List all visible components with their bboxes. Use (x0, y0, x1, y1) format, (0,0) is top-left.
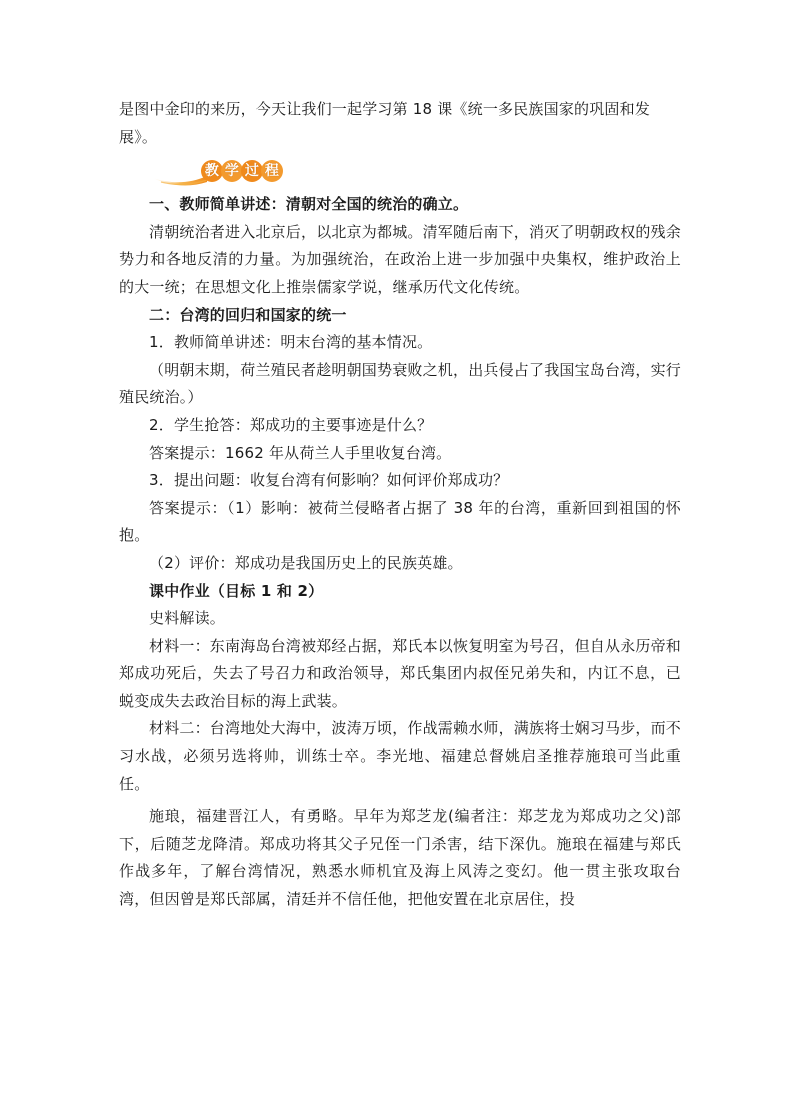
badge-char: 过 (241, 160, 263, 182)
heading-1: 一、教师简单讲述：清朝对全国的统治的确立。 (149, 195, 469, 214)
item-3-evaluation: （2）评价：郑成功是我国历史上的民族英雄。 (149, 553, 463, 572)
item-3-answer: 答案提示：（1）影响：被荷兰侵略者占据了 38 年的台湾，重新回到祖国的怀抱。 (119, 498, 681, 545)
item-3: 3．提出问题：收复台湾有何影响？如何评价郑成功？ (149, 471, 509, 490)
item-2: 2．学生抢答：郑成功的主要事迹是什么？ (149, 415, 433, 434)
item-1: 1．教师简单讲述：明末台湾的基本情况。 (149, 333, 433, 352)
homework-intro: 史料解读。 (149, 609, 226, 628)
teaching-process-badge (151, 158, 299, 188)
badge-char: 程 (261, 160, 283, 182)
item-1-note: （明朝末期，荷兰殖民者趁明朝国势衰败之机，出兵侵占了我国宝岛台湾，实行殖民统治。） (119, 360, 682, 407)
badge-char: 教 (201, 160, 223, 182)
teaching-process-badge-row (119, 151, 681, 191)
item-2-answer: 答案提示：1662 年从荷兰人手里收复台湾。 (149, 443, 452, 462)
intro-line-1: 是图中金印的来历，今天让我们一起学习第 18 课《统一多民族国家的巩固和发 (119, 100, 651, 118)
homework-heading: 课中作业（目标 1 和 2） (149, 581, 324, 600)
material-2: 材料二：台湾地处大海中，波涛万顷，作战需赖水师，满族将士娴习马步，而不习水战，必须另选将帅，训练士卒。李光地、福建总督姚启圣推荐施琅可当此重任。 (119, 719, 682, 793)
intro-line-2: 展》。 (119, 127, 158, 146)
shilang-paragraph: 施琅，福建晋江人，有勇略。早年为郑芝龙(编者注：郑芝龙为郑成功之父)部下，后随芝龙降清。郑成功将其父子兄侄一门杀害，结下深仇。施琅在福建与郑氏作战多年，了解台湾情况，熟悉水师机宜及海上风涛之变幻。他一贯主张攻取台湾，但因曾是郑氏部属，清廷并不信任他，把他安置在北京居住，投 (119, 807, 681, 909)
heading-2: 二：台湾的回归和国家的统一 (149, 305, 347, 324)
paragraph-1: 清朝统治者进入北京后，以北京为都城。清军随后南下，消灭了明朝政权的残余势力和各地反清的力量。为加强统治，在政治上进一步加强中央集权，维护政治上的大一统；在思想文化上推崇儒家学说，继承历代文化传统。 (119, 222, 682, 296)
material-1: 材料一：东南海岛台湾被郑经占据，郑氏本以恢复明室为号召，但自从永历帝和郑成功死后，失去了号召力和政治领导，郑氏集团内叔侄兄弟失和，内讧不息，已蜕变成失去政治目标的海上武装。 (119, 636, 682, 710)
badge-char: 学 (221, 160, 243, 182)
badge-characters (201, 160, 281, 182)
document-body (119, 96, 681, 914)
